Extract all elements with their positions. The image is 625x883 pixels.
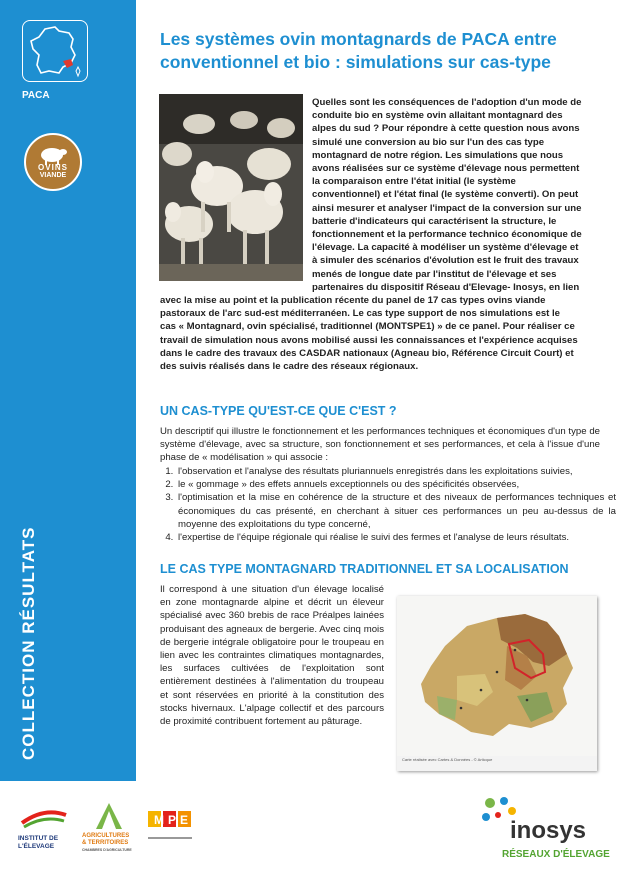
intro-line: l'élevage. La capacité à modéliser un système d'élevage et (312, 242, 579, 254)
intro-line: avec la mise au point et la publication récente du panel de 17 cas types ovins viande (160, 295, 546, 306)
inosys-logo (470, 795, 610, 875)
paca-relief-map (397, 596, 597, 756)
mpe-logo (148, 807, 196, 857)
france-map-icon (23, 21, 87, 81)
intro-line: avons réalisées sur ce système d'élevage nous permettent (312, 163, 580, 175)
chambres-leaf-icon (94, 801, 124, 831)
mpe-divider (148, 837, 192, 839)
intro-line: partenaires du dispositif Réseau d'Elevage- Inosys, en lien (312, 281, 580, 293)
sidebar (0, 0, 136, 781)
footer (0, 781, 625, 883)
page-title: Les systèmes ovin montagnards de PACA entre conventionnel et bio : simulations sur cas-type (160, 29, 557, 72)
sheep-photo-illustration (159, 94, 303, 281)
list-item: 4. l'expertise de l'équipe régionale qui réalise le suivi des fermes et l'analyse de leurs résultats. (176, 531, 616, 544)
idele-line2: L'ÉLEVAGE (18, 843, 55, 850)
intro-line: simulé une conversion au bio sur l'un des cas type (312, 136, 545, 148)
idele-logo (18, 805, 70, 857)
intro-line: pastoraux de l'arc sud-est méditerranéen. Le cas type support de nos simulations est le (160, 308, 561, 320)
region-label: PACA (22, 90, 50, 101)
badge-line1: OVINS (38, 163, 68, 172)
map-caption: Carte réalisée avec Cartes & Données - © Articque (402, 757, 493, 762)
chambres-line1: AGRICULTURES (82, 833, 130, 839)
intro-paragraph (312, 96, 602, 294)
section2-heading: LE CAS TYPE MONTAGNARD TRADITIONNEL ET SA LOCALISATION (160, 562, 569, 576)
intro-line: conventionnel) et l'état final (le système converti). On peut (312, 189, 579, 201)
inosys-wordmark: inosys (510, 817, 587, 844)
intro-line: à simuler des scénarios d'évolution est le fruit des travaux (312, 255, 579, 267)
intro-line: ainsi mesurer et analyser l'impact de la conversion sur une (312, 202, 582, 214)
intro-line: montagnard de notre région. Les simulations que nous (312, 149, 564, 161)
section1-heading: UN CAS-TYPE QU'EST-CE QUE C'EST ? (160, 404, 397, 418)
intro-line: menés de longue date par l'institut de l'élevage et ses (312, 268, 557, 280)
intro-line: fonctionnement et la performance technico économique de (312, 229, 582, 241)
mpe-label: MPE (154, 813, 193, 827)
chambres-line3: CHAMBRES D'AGRICULTURE (82, 848, 132, 852)
region-map (397, 596, 597, 771)
intro-line: cas « Montagnard, ovin spécialisé, traditionnel (MONTSPE1) » de ce panel. Pour réaliser ce (160, 321, 575, 333)
sheep-photo (159, 94, 303, 281)
chambres-agriculture-logo (82, 801, 138, 861)
france-map-logo (22, 20, 88, 82)
intro-line: des suivis réalisés dans le cadre des réseaux régionaux. (160, 361, 419, 373)
intro-line: Quelles sont les conséquences de l'adoption d'un mode de (312, 97, 582, 108)
intro-line: batterie d'indicateurs qui caractérisent la structure, le (312, 215, 557, 227)
idele-line1: INSTITUT DE (18, 835, 59, 842)
idele-swoosh-icon (18, 805, 70, 831)
reseaux-elevage-label: RÉSEAUX D'ÉLEVAGE (502, 849, 610, 860)
chambres-line2: & TERRITOIRES (82, 840, 129, 846)
section2-text: Il correspond à une situation d'un élevage localisé en zone montagnarde alpine et décrit un éleveur spécialisé avec 360 brebis de race Préalpes lainées produisant des agneaux de bergerie. Avec cinq mois de bergerie intégrale obligatoire pour le troupeau en lien avec les contraintes climatiques montagnardes, les surfaces cultivées de l'exploitation sont entièrement destinées à l'alimentation du troupeau et sont réservées en priorité à la constitution des stocks hivernaux. L'alpage collectif et des parcours de proximité contribuent fortement au pâturage. (160, 584, 384, 728)
ovins-viande-badge (24, 133, 82, 191)
intro-paragraph-continued (160, 294, 605, 373)
modelisation-list (160, 465, 616, 544)
list-item: 1. l'observation et l'analyse des résultats pluriannuels enregistrés dans les exploitations suivies, (176, 465, 616, 478)
intro-line: dans le cadre des travaux des CASDAR nationaux (Agneau bio, Référence Circuit Court) et (160, 347, 574, 359)
list-item: 3. l'optimisation et la mise en cohérence de la structure et des niveaux de performances techniques et économiques du cas présenté, en cherchant à situer ces performances un peu au-dessus de la moyenne des exploitations du type concerné, (176, 491, 616, 531)
section1-text: Un descriptif qui illustre le fonctionnement et les performances techniques et économiques d'un type de système d'élevage, avec sa structure, son fonctionnement et ses performances, et cela à l'issue d'une phase de « modélisation » qui associe : (160, 426, 600, 464)
intro-line: la comparaison entre l'état initial (le système (312, 176, 516, 188)
badge-line2: VIANDE (39, 172, 67, 179)
intro-line: travail de simulation nous avons mobilisé aussi les connaissances et l'expérience acquises (160, 334, 578, 346)
collection-label: COLLECTION RÉSULTATS (19, 526, 38, 760)
list-item: 2. le « gommage » des effets annuels exceptionnels ou des spécificités observées, (176, 478, 616, 491)
intro-line: conduite bio en système ovin allaitant montagnard des (312, 110, 563, 122)
intro-line: alpes du sud ? Pour répondre à cette question nous avons (312, 123, 580, 135)
